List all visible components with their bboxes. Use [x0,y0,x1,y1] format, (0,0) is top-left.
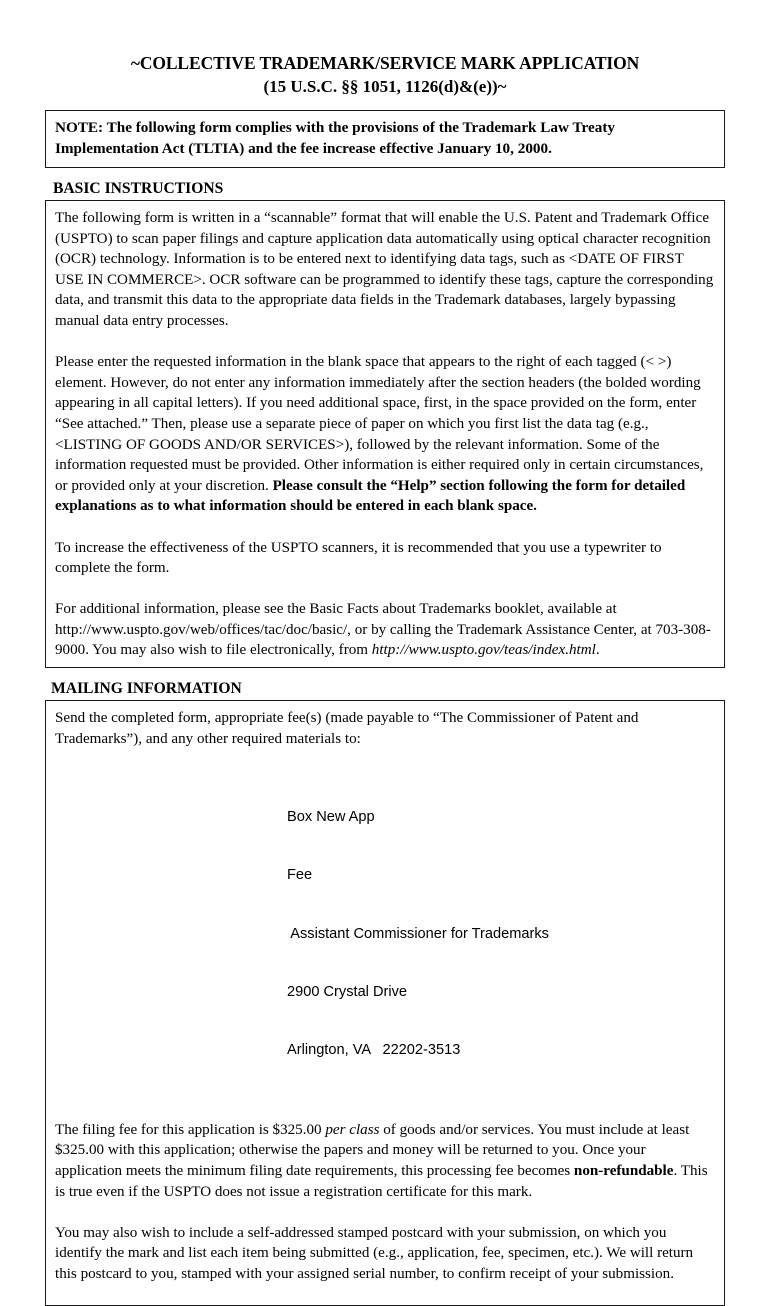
basic-instructions-heading: BASIC INSTRUCTIONS [53,180,224,197]
mailing-intro-text: Send the completed form, appropriate fee(s) (made payable to “The Commissioner of Patent and Trademarks”), and any other required materials to: [55,710,639,747]
teas-url: http://www.uspto.gov/teas/index.html [371,642,596,659]
instructions-paragraph-4-text: For additional information, please see the Basic Facts about Trademarks booklet, available at http://www.uspto.gov/web/offices/tac/doc/basic/, or by calling the Trademark Assistance Center, at 703-308-9000. You may also wish to file electronically, from [55,601,711,659]
title-line-statute: (15 U.S.C. §§ 1051, 1126(d)&(e))~ [263,77,507,96]
mailing-information-box [45,700,725,1305]
basic-instructions-box [45,200,725,668]
address-line: Assistant Commissioner for Trademarks [287,925,549,942]
address-line: Arlington, VA 22202-3513 [287,1041,461,1058]
title-line-primary: ~COLLECTIVE TRADEMARK/SERVICE MARK APPLICATION [130,53,640,73]
per-class-emphasis: per class [325,1121,380,1138]
filing-fee-text-middle: of goods and/or services. You must include at least $325.00 with this application; otherwise the papers and money will be returned to you. Once your application meets the minimum filing date requirements, this processing fee becomes [55,1121,690,1179]
address-line: Box New App [287,809,375,826]
page-title [0,0,770,98]
non-refundable-emphasis: non-refundable [573,1162,674,1179]
mailing-information-section [45,679,725,1305]
note-box-wrapper [45,110,725,168]
filing-fee-text-lead: The filing fee for this application is $325.00 [55,1121,326,1138]
instructions-paragraph-2-emphasis: Please consult the “Help” section following the form for detailed explanations as to what information should be entered in each blank space. [55,477,686,515]
address-line: Fee [287,867,313,884]
instructions-paragraph-4-tail: . [595,642,600,659]
instructions-paragraph-4 [55,599,714,661]
mailing-information-heading: MAILING INFORMATION [51,680,242,698]
filing-fee-text-tail: . This is true even if the USPTO does not issue a registration certificate for this mark. [55,1162,708,1200]
basic-instructions-section [45,179,725,668]
note-text: NOTE: The following form complies with the provisions of the Trademark Law Treaty Implementation Act (TLTIA) and the fee increase effective January 10, 2000. [55,119,615,157]
instructions-paragraph-2 [55,352,714,517]
instructions-paragraph-1: The following form is written in a “scannable” format that will enable the U.S. Patent and Trademark Office (USPTO) to scan paper filings and capture application data automatically using optical character recognition (OCR) technology. Information is to be entered next to identifying data tags, such as <DATE OF FIRST USE IN COMMERCE>. OCR software can be programmed to identify these tags, capture the corresponding data, and transmit this data to the appropriate data fields in the Trademark databases, largely bypassing manual data entry processes. [55,210,714,329]
instructions-paragraph-3: To increase the effectiveness of the USPTO scanners, it is recommended that you use a typewriter to complete the form. [55,539,662,577]
address-line: 2900 Crystal Drive [287,983,408,1000]
instructions-paragraph-2-text: Please enter the requested information in the blank space that appears to the right of each tagged (< >) element. However, do not enter any information immediately after the section headers (the bolded wording appearing in all capital letters). If you need additional space, first, in the space provided on the form, enter “See attached.” Then, please use a separate piece of paper on which you first list the data tag (e.g., <LISTING OF GOODS AND/OR SERVICES>), followed by the relevant information. Some of the information requested must be provided. Other information is either required only in certain circumstances, or provided only at your discretion. [55,354,704,494]
filing-fee-paragraph [55,1120,714,1202]
mailing-address-block [55,769,714,1099]
postcard-paragraph: You may also wish to include a self-addressed stamped postcard with your submission, on which you identify the mark and list each item being submitted (e.g., application, fee, specimen, etc.). We will return this postcard to you, stamped with your assigned serial number, to confirm receipt of your submission. [55,1224,694,1282]
note-box [45,110,725,168]
